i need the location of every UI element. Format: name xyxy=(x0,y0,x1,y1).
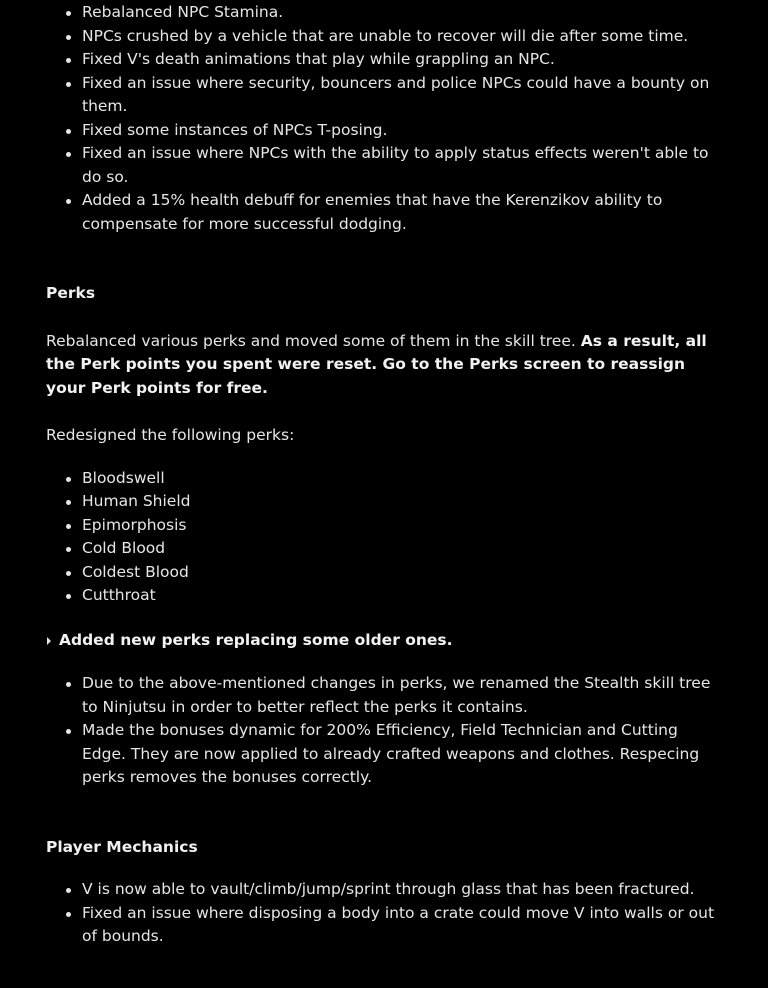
list-item: Coldest Blood xyxy=(46,561,716,585)
list-item: Rebalanced NPC Stamina. xyxy=(46,1,716,25)
caret-right-icon xyxy=(47,637,51,645)
list-item: Fixed an issue where security, bouncers and police NPCs could have a bounty on them. xyxy=(46,72,716,119)
list-item: Due to the above-mentioned changes in perks, we renamed the Stealth skill tree to Ninjutsu in order to better reflect the perks it contains. xyxy=(46,672,716,719)
player-mechanics-heading: Player Mechanics xyxy=(46,837,198,856)
redesigned-perks-intro: Redesigned the following perks: xyxy=(46,426,295,444)
list-item: Cutthroat xyxy=(46,584,716,608)
list-item: Cold Blood xyxy=(46,537,716,561)
player-mechanics-list xyxy=(46,878,716,949)
list-item: NPCs crushed by a vehicle that are unable to recover will die after some time. xyxy=(46,25,716,49)
list-item: Fixed an issue where disposing a body into a crate could move V into walls or out of bounds. xyxy=(46,902,716,949)
patch-notes-content xyxy=(46,1,716,949)
perks-reset-notice: As a result, all the Perk points you spent were reset. Go to the Perks screen to reassign your Perk points for free. xyxy=(46,331,707,397)
list-item: Epimorphosis xyxy=(46,514,716,538)
npc-fixes-list xyxy=(46,1,716,236)
list-item: Fixed V's death animations that play while grappling an NPC. xyxy=(46,48,716,72)
new-perks-expander[interactable] xyxy=(46,629,716,653)
list-item: V is now able to vault/climb/jump/sprint through glass that has been fractured. xyxy=(46,878,716,902)
perks-intro-text: Rebalanced various perks and moved some of them in the skill tree. xyxy=(46,331,581,350)
list-item: Fixed an issue where NPCs with the ability to apply status effects weren't able to do so. xyxy=(46,142,716,189)
perk-changes-list xyxy=(46,672,716,790)
expander-label: Added new perks replacing some older ones. xyxy=(59,630,453,649)
list-item: Made the bonuses dynamic for 200% Efficiency, Field Technician and Cutting Edge. They are now applied to already crafted weapons and clothes. Respecing perks removes the bonuses correctly. xyxy=(46,719,716,790)
redesigned-perks-list xyxy=(46,467,716,608)
list-item: Human Shield xyxy=(46,490,716,514)
list-item: Bloodswell xyxy=(46,467,716,491)
list-item: Added a 15% health debuff for enemies that have the Kerenzikov ability to compensate for more successful dodging. xyxy=(46,189,716,236)
perks-heading: Perks xyxy=(46,284,96,302)
perks-intro-paragraph xyxy=(46,330,716,401)
list-item: Fixed some instances of NPCs T-posing. xyxy=(46,119,716,143)
